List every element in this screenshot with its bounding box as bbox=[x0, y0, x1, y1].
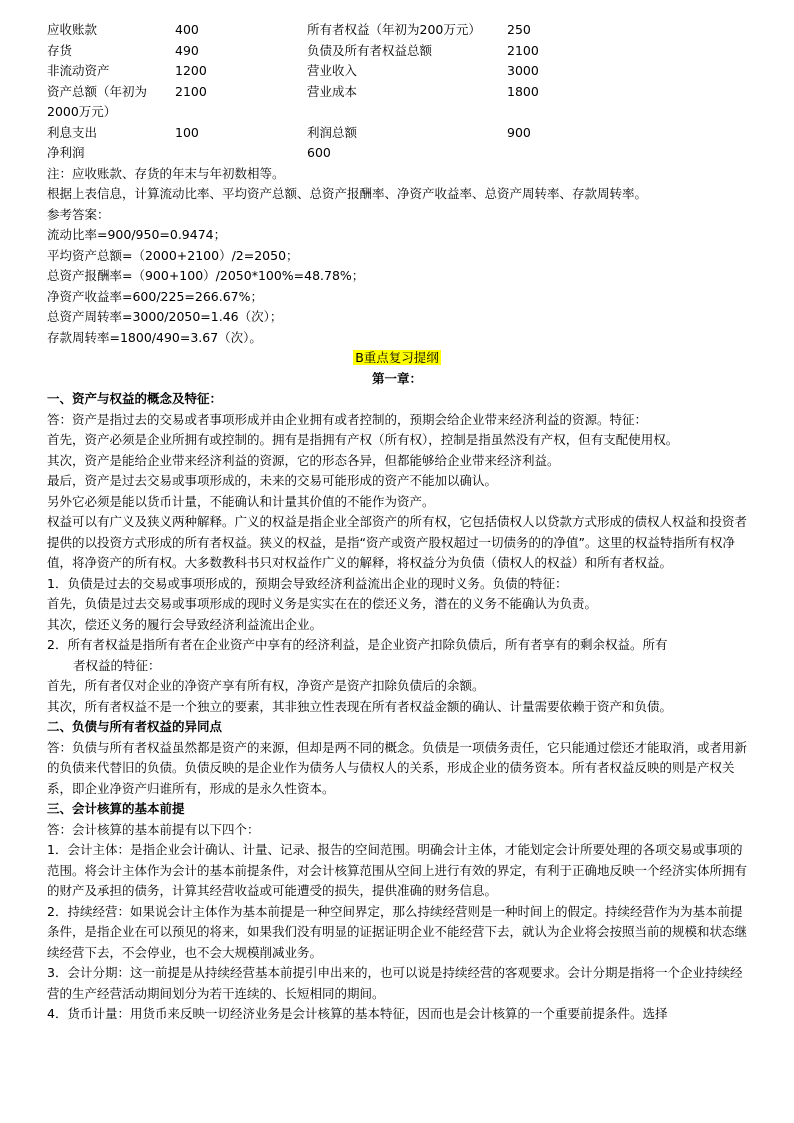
table-row bbox=[47, 143, 627, 164]
paragraph: 权益可以有广义及狭义两种解释。广义的权益是指企业全部资产的所有权，它包括债权人以贷款方式形成的债权人权益和投资者提供的以投资方式形成的所有者权益。狭义的权益，是指“资产或资产股权超过一切债务的的净值”。这里的权益特指所有权净值，将净资产的所有权。大多数教科书只对权益作广义的解释，将权益分为负债（债权人的权益）和所有者权益。 bbox=[47, 514, 748, 570]
chapter-title: 第一章： bbox=[371, 370, 422, 386]
table-cell: 250 bbox=[507, 22, 531, 37]
paragraph: 其次，资产是能给企业带来经济利益的资源，它的形态各异，但都能够给企业带来经济利益。 bbox=[47, 452, 560, 468]
table-cell: 1200 bbox=[175, 63, 207, 78]
table-cell: 营业成本 bbox=[307, 83, 358, 99]
answer-line: 流动比率=900/950=0.9474； bbox=[47, 227, 227, 242]
paragraph: 首先，所有者仅对企业的净资产享有所有权，净资产是资产扣除负债后的余额。 bbox=[47, 678, 485, 693]
table-row bbox=[47, 20, 627, 41]
question-text: 根据上表信息，计算流动比率、平均资产总额、总资产报酬率、净资产收益率、总资产周转率、存款周转率。 bbox=[47, 186, 648, 201]
table-row bbox=[47, 82, 627, 123]
paragraph: 2．持续经营：如果说会计主体作为基本前提是一种空间界定，那么持续经营则是一种时间上的假定。持续经营作为为基本前提条件，是指企业在可以预见的将来，如果我们没有明显的证据证明企业不能经营下去，就认为企业将会按照当前的规模和状态继续经营下去，不会停业，也不会大规模削减业务。 bbox=[47, 903, 748, 960]
paragraph: 其次，偿还义务的履行会导致经济利益流出企业。 bbox=[47, 616, 323, 632]
table-cell: 400 bbox=[175, 22, 199, 37]
paragraph: 2．所有者权益是指所有者在企业资产中享有的经济利益，是企业资产扣除负债后，所有者享有的剩余权益。所有 bbox=[47, 637, 668, 652]
section-banner-line bbox=[47, 348, 747, 369]
table-cell: 600 bbox=[307, 145, 331, 160]
section-heading: 三、会计核算的基本前提 bbox=[47, 801, 185, 816]
table-cell: 490 bbox=[175, 42, 199, 58]
section-banner: B重点复习提纲 bbox=[355, 350, 439, 365]
answer-label: 参考答案： bbox=[47, 206, 110, 222]
table-cell: 净利润 bbox=[47, 145, 85, 160]
table-row bbox=[47, 123, 627, 144]
table-cell: 1800 bbox=[507, 83, 539, 99]
answer-line: 存款周转率=1800/490=3.67（次）。 bbox=[47, 329, 262, 345]
section-heading: 二、负债与所有者权益的异同点 bbox=[47, 719, 223, 734]
paragraph: 1．会计主体：是指企业会计确认、计量、记录、报告的空间范围。明确会计主体，才能划定会计所要处理的各项交易或事项的范围。将会计主体作为会计的基本前提条件，对会计核算范围从空间上进行有效的界定，有利于正确地反映一个经济实体所拥有的财产及承担的债务，计算其经营收益或可能遭受的损失，提供准确的财务信息。 bbox=[47, 842, 748, 898]
table-cell: 利息支出 bbox=[47, 124, 98, 140]
answer-line: 平均资产总额=（2000+2100）/2=2050； bbox=[47, 247, 299, 263]
paragraph: 首先，负债是过去交易或事项形成的现时义务是实实在在的偿还义务，潜在的义务不能确认为负责。 bbox=[47, 596, 598, 611]
table-cell: 资产总额（年初为2000万元） bbox=[47, 83, 148, 119]
table-cell: 负债及所有者权益总额 bbox=[307, 42, 433, 58]
table-cell: 存货 bbox=[47, 42, 73, 58]
table-cell: 100 bbox=[175, 124, 199, 140]
table-cell: 900 bbox=[507, 124, 531, 140]
table-cell: 2100 bbox=[175, 83, 207, 99]
document-page bbox=[47, 20, 747, 1025]
table-cell bbox=[175, 143, 307, 164]
paragraph: 首先，资产必须是企业所拥有或控制的。拥有是指拥有产权（所有权），控制是指虽然没有产权，但有支配使用权。 bbox=[47, 432, 679, 447]
table-cell: 应收账款 bbox=[47, 22, 98, 37]
answer-line: 总资产报酬率=（900+100）/2050*100%=48.78%； bbox=[47, 268, 365, 283]
paragraph: 另外它必须是能以货币计量，不能确认和计量其价值的不能作为资产。 bbox=[47, 493, 435, 509]
table-cell: 所有者权益（年初为200万元） bbox=[307, 22, 481, 37]
table-note: 注：应收账款、存货的年末与年初数相等。 bbox=[47, 165, 285, 181]
table-cell: 2100 bbox=[507, 42, 539, 58]
paragraph: 答：负债与所有者权益虽然都是资产的来源，但却是两不同的概念。负债是一项债务责任，它只能通过偿还才能取消，或者用新的负债来代替旧的负债。负债反映的是企业作为债务人与债权人的关系，形成企业的债务资本。所有者权益反映的则是产权关系，即企业净资产归谁所有，形成的是永久性资本。 bbox=[47, 739, 748, 796]
answer-line: 净资产收益率=600/225=266.67%； bbox=[47, 288, 263, 304]
table-cell: 3000 bbox=[507, 63, 539, 78]
table-cell: 利润总额 bbox=[307, 124, 358, 140]
table-row bbox=[47, 41, 627, 62]
paragraph: 1．负债是过去的交易或事项形成的，预期会导致经济利益流出企业的现时义务。负债的特征： bbox=[47, 575, 568, 591]
paragraph: 3．会计分期：这一前提是从持续经营基本前提引申出来的，也可以说是持续经营的客观要求。会计分期是指将一个企业持续经营的生产经营活动期间划分为若干连续的、长短相同的期间。 bbox=[47, 965, 743, 1001]
table-cell: 营业收入 bbox=[307, 63, 358, 78]
table-cell: 非流动资产 bbox=[47, 63, 110, 78]
financial-data-table bbox=[47, 20, 627, 164]
table-cell bbox=[507, 143, 627, 164]
paragraph: 答：资产是指过去的交易或者事项形成并由企业拥有或者控制的，预期会给企业带来经济利益的资源。特征： bbox=[47, 411, 648, 427]
answer-line: 总资产周转率=3000/2050=1.46（次）； bbox=[47, 309, 283, 324]
paragraph: 其次，所有者权益不是一个独立的要素，其非独立性表现在所有者权益金额的确认、计量需要依赖于资产和负债。 bbox=[47, 698, 673, 714]
paragraph-continuation: 者权益的特征： bbox=[73, 657, 161, 673]
paragraph: 最后，资产是过去交易或事项形成的，未来的交易可能形成的资产不能加以确认。 bbox=[47, 473, 498, 488]
paragraph: 4．货币计量：用货币来反映一切经济业务是会计核算的基本特征，因而也是会计核算的一个重要前提条件。选择 bbox=[47, 1006, 668, 1021]
section-heading: 一、资产与权益的概念及特征： bbox=[47, 391, 223, 406]
paragraph: 答：会计核算的基本前提有以下四个： bbox=[47, 821, 260, 837]
table-row bbox=[47, 61, 627, 82]
